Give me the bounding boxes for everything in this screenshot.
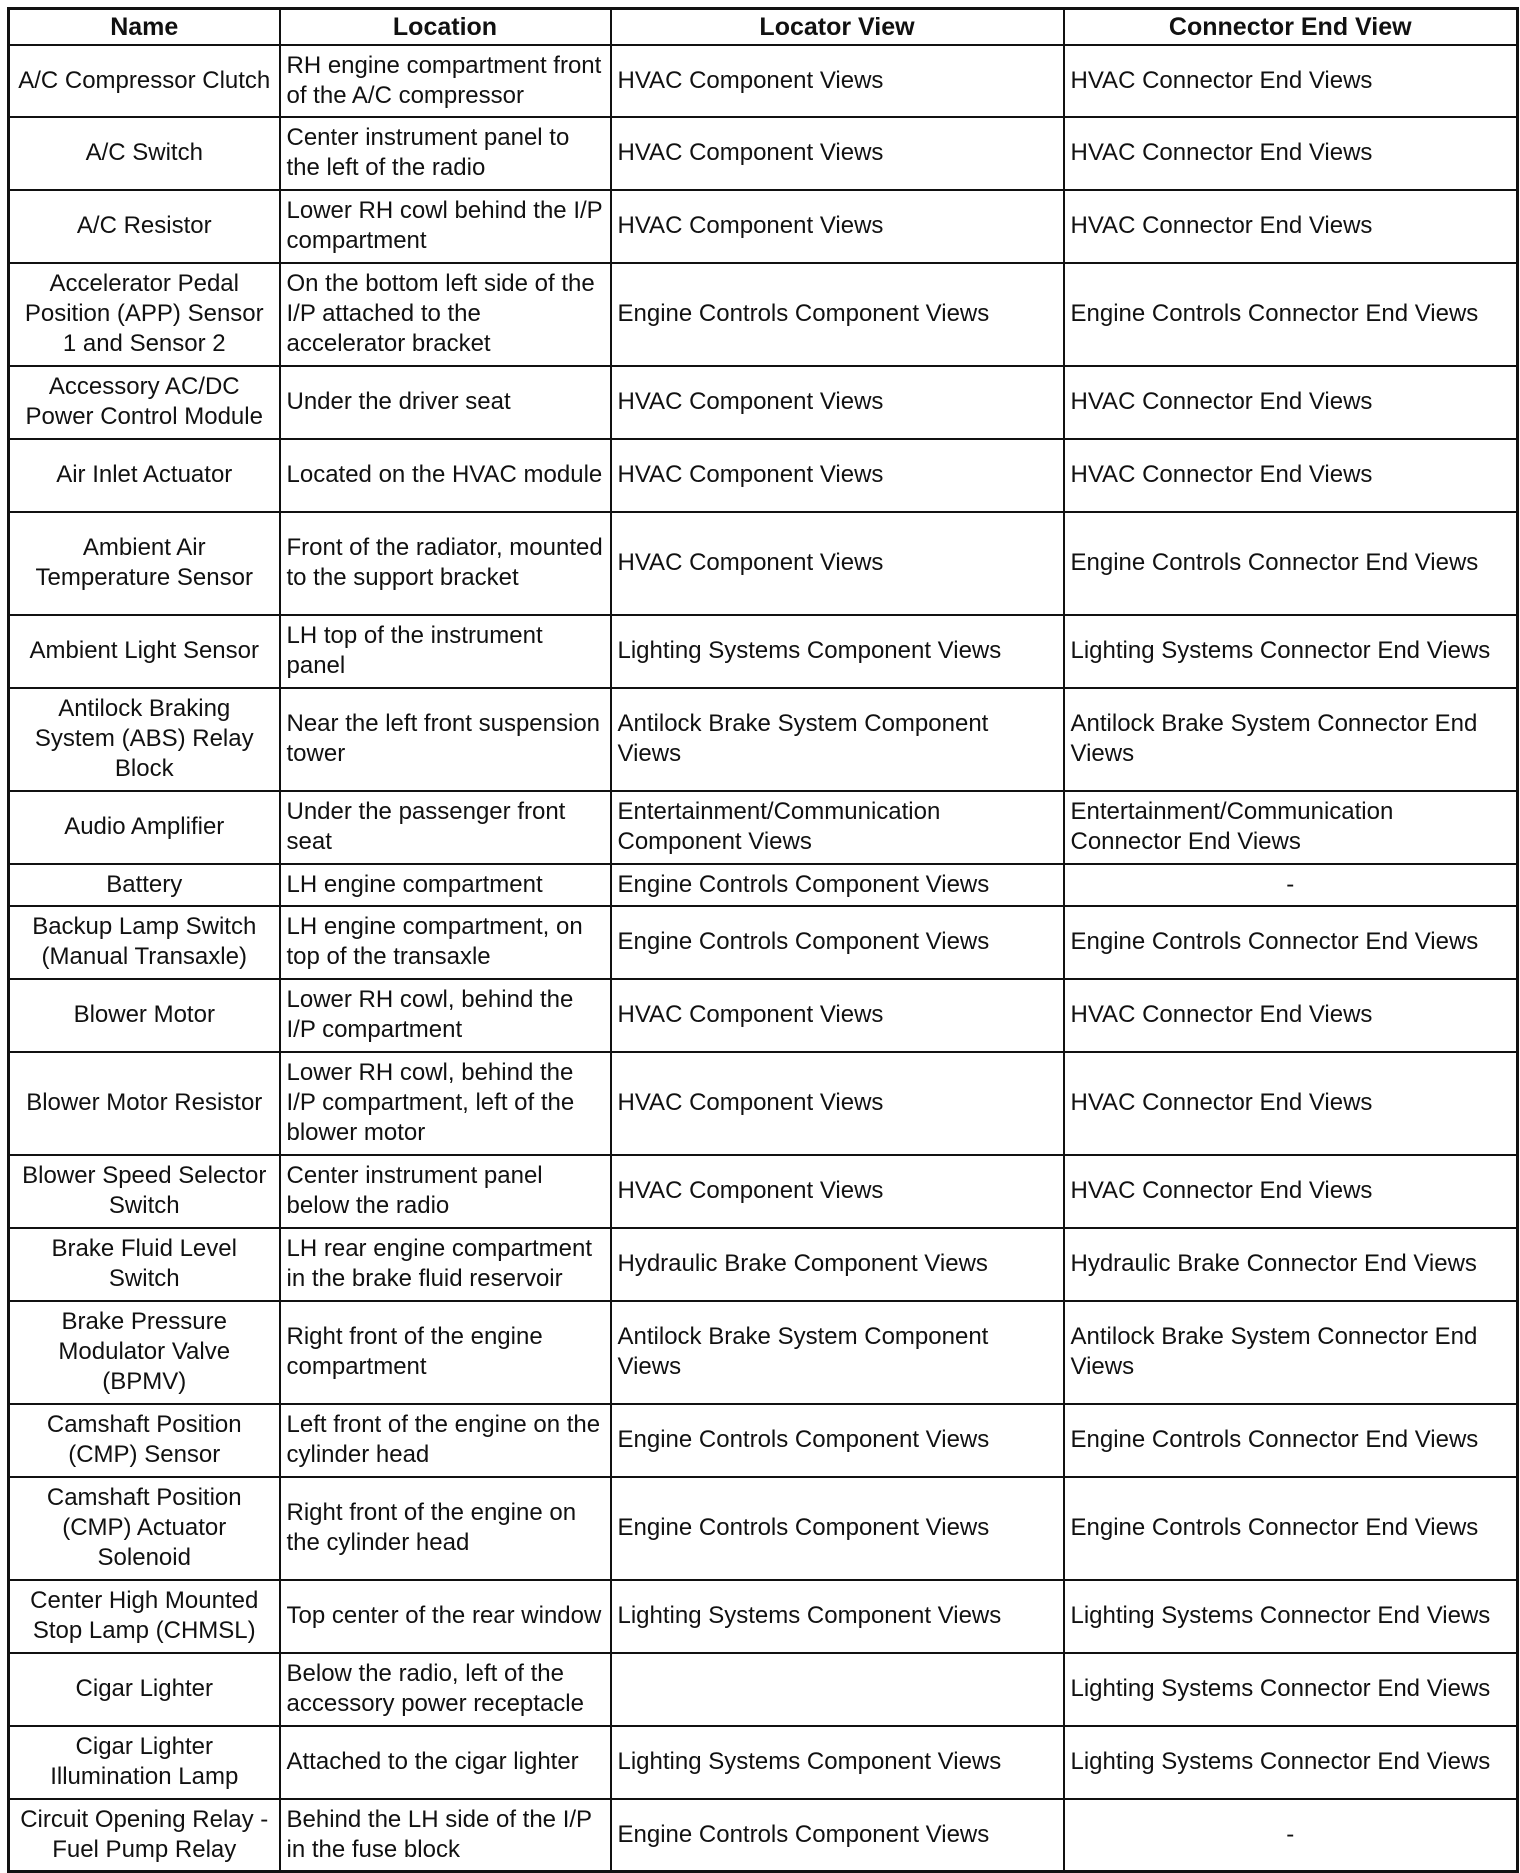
header-location: Location [280, 9, 611, 45]
cell-name: Accelerator Pedal Position (APP) Sensor 1 and Sensor 2 [9, 263, 280, 366]
table-row [9, 190, 1518, 263]
cell-connector-end-view: HVAC Connector End Views [1064, 366, 1518, 439]
cell-location: LH engine compartment [280, 864, 611, 906]
table-row [9, 1726, 1518, 1799]
cell-location: Lower RH cowl, behind the I/P compartment, left of the blower motor [280, 1052, 611, 1155]
cell-locator-view: HVAC Component Views [611, 1155, 1064, 1228]
cell-name: Antilock Braking System (ABS) Relay Block [9, 688, 280, 791]
cell-locator-view: Lighting Systems Component Views [611, 615, 1064, 688]
cell-connector-end-view: HVAC Connector End Views [1064, 45, 1518, 117]
cell-name: A/C Resistor [9, 190, 280, 263]
cell-connector-end-view: Antilock Brake System Connector End Views [1064, 1301, 1518, 1404]
cell-location: On the bottom left side of the I/P attached to the accelerator bracket [280, 263, 611, 366]
cell-locator-view: Engine Controls Component Views [611, 263, 1064, 366]
cell-locator-view [611, 1653, 1064, 1726]
table-row [9, 906, 1518, 979]
cell-connector-end-view: Lighting Systems Connector End Views [1064, 1653, 1518, 1726]
cell-location: Center instrument panel to the left of the radio [280, 117, 611, 190]
cell-name: Accessory AC/DC Power Control Module [9, 366, 280, 439]
cell-location: Top center of the rear window [280, 1580, 611, 1653]
table-row [9, 615, 1518, 688]
cell-connector-end-view: HVAC Connector End Views [1064, 1155, 1518, 1228]
table-row [9, 1477, 1518, 1580]
cell-locator-view: Antilock Brake System Component Views [611, 688, 1064, 791]
cell-name: Audio Amplifier [9, 791, 280, 864]
cell-name: Backup Lamp Switch (Manual Transaxle) [9, 906, 280, 979]
cell-connector-end-view: HVAC Connector End Views [1064, 979, 1518, 1052]
cell-locator-view: Engine Controls Component Views [611, 1404, 1064, 1477]
cell-location: Attached to the cigar lighter [280, 1726, 611, 1799]
component-locations-table [7, 7, 1519, 1873]
table-row [9, 263, 1518, 366]
cell-locator-view: HVAC Component Views [611, 190, 1064, 263]
cell-connector-end-view: HVAC Connector End Views [1064, 190, 1518, 263]
cell-name: Ambient Light Sensor [9, 615, 280, 688]
cell-location: Front of the radiator, mounted to the support bracket [280, 512, 611, 615]
table-row [9, 1653, 1518, 1726]
cell-locator-view: HVAC Component Views [611, 366, 1064, 439]
cell-locator-view: Engine Controls Component Views [611, 906, 1064, 979]
cell-location: Left front of the engine on the cylinder head [280, 1404, 611, 1477]
table-row [9, 1799, 1518, 1872]
cell-location: LH rear engine compartment in the brake fluid reservoir [280, 1228, 611, 1301]
header-name: Name [9, 9, 280, 45]
cell-locator-view: HVAC Component Views [611, 979, 1064, 1052]
cell-connector-end-view: HVAC Connector End Views [1064, 117, 1518, 190]
table-row [9, 1580, 1518, 1653]
cell-location: RH engine compartment front of the A/C compressor [280, 45, 611, 117]
cell-connector-end-view: Lighting Systems Connector End Views [1064, 615, 1518, 688]
table-row [9, 439, 1518, 512]
cell-location: Lower RH cowl behind the I/P compartment [280, 190, 611, 263]
cell-locator-view: Hydraulic Brake Component Views [611, 1228, 1064, 1301]
cell-location: LH engine compartment, on top of the transaxle [280, 906, 611, 979]
cell-connector-end-view: Engine Controls Connector End Views [1064, 1404, 1518, 1477]
cell-location: Right front of the engine on the cylinder head [280, 1477, 611, 1580]
cell-location: Under the driver seat [280, 366, 611, 439]
cell-location: LH top of the instrument panel [280, 615, 611, 688]
cell-locator-view: HVAC Component Views [611, 1052, 1064, 1155]
table-row [9, 45, 1518, 117]
cell-locator-view: HVAC Component Views [611, 45, 1064, 117]
cell-locator-view: Lighting Systems Component Views [611, 1580, 1064, 1653]
table-row [9, 366, 1518, 439]
cell-name: A/C Compressor Clutch [9, 45, 280, 117]
header-row [9, 9, 1518, 45]
cell-location: Right front of the engine compartment [280, 1301, 611, 1404]
cell-locator-view: HVAC Component Views [611, 512, 1064, 615]
cell-location: Under the passenger front seat [280, 791, 611, 864]
table-row [9, 1155, 1518, 1228]
cell-name: Ambient Air Temperature Sensor [9, 512, 280, 615]
cell-connector-end-view: Lighting Systems Connector End Views [1064, 1580, 1518, 1653]
cell-name: Air Inlet Actuator [9, 439, 280, 512]
cell-connector-end-view: Engine Controls Connector End Views [1064, 1477, 1518, 1580]
cell-name: Brake Fluid Level Switch [9, 1228, 280, 1301]
cell-name: Camshaft Position (CMP) Sensor [9, 1404, 280, 1477]
cell-locator-view: HVAC Component Views [611, 117, 1064, 190]
table-row [9, 864, 1518, 906]
cell-connector-end-view: Engine Controls Connector End Views [1064, 512, 1518, 615]
cell-name: Blower Motor [9, 979, 280, 1052]
cell-name: A/C Switch [9, 117, 280, 190]
cell-name: Blower Speed Selector Switch [9, 1155, 280, 1228]
cell-connector-end-view: Hydraulic Brake Connector End Views [1064, 1228, 1518, 1301]
cell-connector-end-view: - [1064, 864, 1518, 906]
table-row [9, 1301, 1518, 1404]
cell-name: Center High Mounted Stop Lamp (CHMSL) [9, 1580, 280, 1653]
header-locator-view: Locator View [611, 9, 1064, 45]
cell-locator-view: Engine Controls Component Views [611, 1799, 1064, 1872]
cell-location: Located on the HVAC module [280, 439, 611, 512]
cell-name: Blower Motor Resistor [9, 1052, 280, 1155]
cell-name: Circuit Opening Relay - Fuel Pump Relay [9, 1799, 280, 1872]
cell-connector-end-view: HVAC Connector End Views [1064, 439, 1518, 512]
cell-location: Behind the LH side of the I/P in the fuse block [280, 1799, 611, 1872]
cell-connector-end-view: Engine Controls Connector End Views [1064, 906, 1518, 979]
cell-location: Below the radio, left of the accessory power receptacle [280, 1653, 611, 1726]
cell-locator-view: Lighting Systems Component Views [611, 1726, 1064, 1799]
cell-connector-end-view: HVAC Connector End Views [1064, 1052, 1518, 1155]
cell-locator-view: Engine Controls Component Views [611, 864, 1064, 906]
table-row [9, 1404, 1518, 1477]
table-row [9, 117, 1518, 190]
cell-location: Lower RH cowl, behind the I/P compartment [280, 979, 611, 1052]
cell-name: Brake Pressure Modulator Valve (BPMV) [9, 1301, 280, 1404]
cell-connector-end-view: Antilock Brake System Connector End Views [1064, 688, 1518, 791]
header-connector-end-view: Connector End View [1064, 9, 1518, 45]
cell-location: Center instrument panel below the radio [280, 1155, 611, 1228]
cell-connector-end-view: - [1064, 1799, 1518, 1872]
cell-name: Battery [9, 864, 280, 906]
table-row [9, 791, 1518, 864]
cell-location: Near the left front suspension tower [280, 688, 611, 791]
cell-connector-end-view: Engine Controls Connector End Views [1064, 263, 1518, 366]
cell-locator-view: Entertainment/Communication Component Views [611, 791, 1064, 864]
cell-name: Cigar Lighter Illumination Lamp [9, 1726, 280, 1799]
cell-name: Cigar Lighter [9, 1653, 280, 1726]
table-row [9, 1228, 1518, 1301]
cell-name: Camshaft Position (CMP) Actuator Solenoid [9, 1477, 280, 1580]
table-row [9, 512, 1518, 615]
cell-connector-end-view: Lighting Systems Connector End Views [1064, 1726, 1518, 1799]
cell-locator-view: HVAC Component Views [611, 439, 1064, 512]
table-row [9, 979, 1518, 1052]
table-row [9, 688, 1518, 791]
table-row [9, 1052, 1518, 1155]
cell-connector-end-view: Entertainment/Communication Connector End Views [1064, 791, 1518, 864]
cell-locator-view: Antilock Brake System Component Views [611, 1301, 1064, 1404]
cell-locator-view: Engine Controls Component Views [611, 1477, 1064, 1580]
